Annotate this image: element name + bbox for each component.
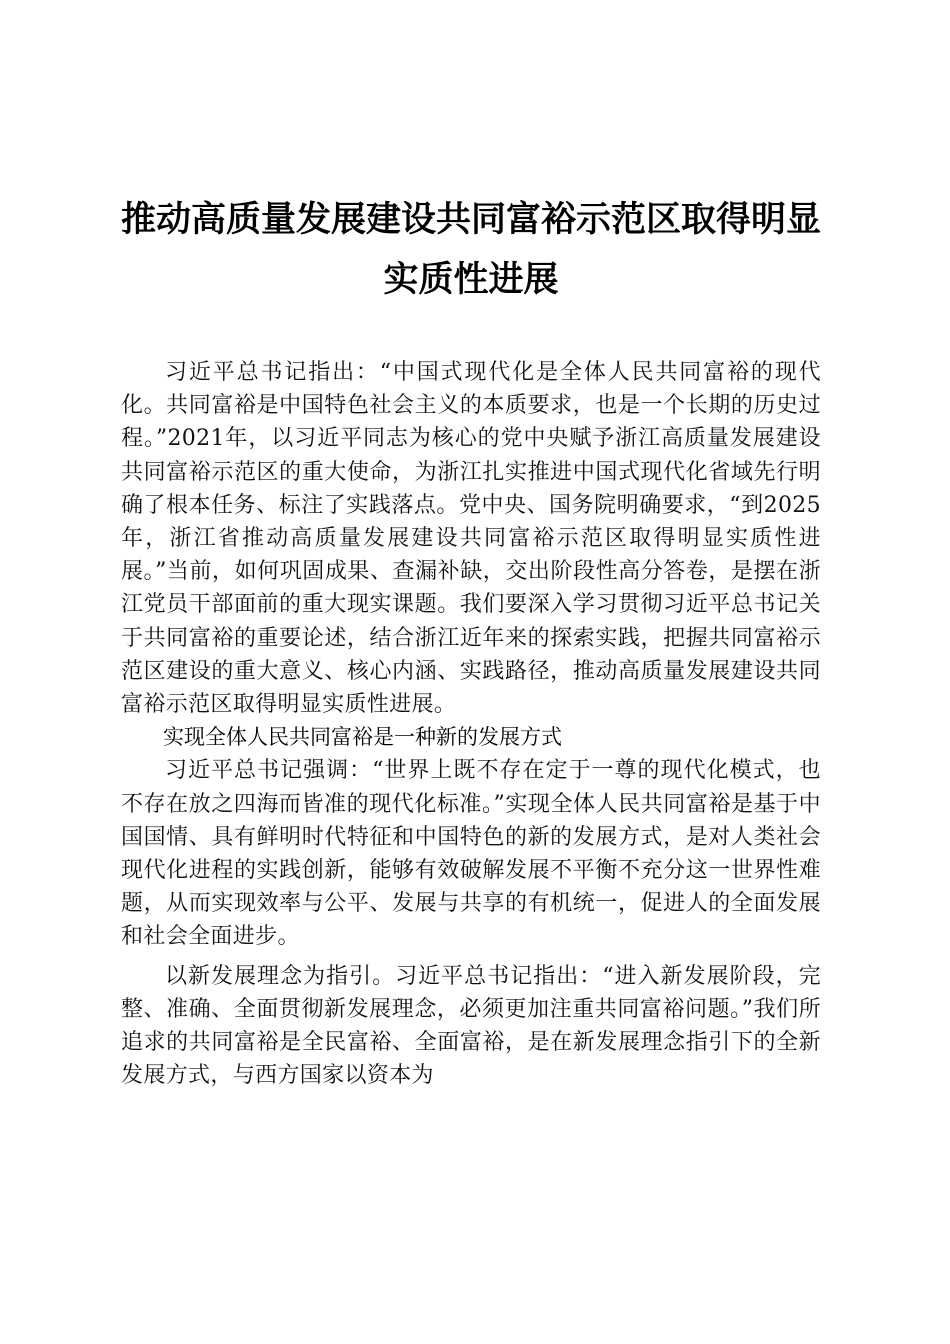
paragraph-intro: 习近平总书记指出：“中国式现代化是全体人民共同富裕的现代化。共同富裕是中国特色社会主义的本质要求，也是一个长期的历史过程。”2021年，以习近平同志为核心的党中央赋予浙江高质量发展建设共同富裕示范区的重大使命，为浙江扎实推进中国式现代化省域先行明确了根本任务、标注了实践落点。党中央、国务院明确要求，“到2025年，浙江省推动高质量发展建设共同富裕示范区取得明显实质性进展。”当前，如何巩固成果、查漏补缺，交出阶段性高分答卷，是摆在浙江党员干部面前的重大现实课题。我们要深入学习贯彻习近平总书记关于共同富裕的重要论述，结合浙江近年来的探索实践，把握共同富裕示范区建设的重大意义、核心内涵、实践路径，推动高质量发展建设共同富裕示范区取得明显实质性进展。: [121, 360, 821, 718]
document-body: [121, 356, 821, 1092]
document-title: [121, 190, 821, 310]
title-line-2: 实质性进展: [383, 260, 559, 300]
section-heading: 实现全体人民共同富裕是一种新的发展方式: [163, 725, 562, 750]
paragraph-section-2: 以新发展理念为指引。习近平总书记指出：“进入新发展阶段，完整、准确、全面贯彻新发展理念，必须更加注重共同富裕问题。”我们所追求的共同富裕是全民富裕、全面富裕，是在新发展理念指引下的全新发展方式，与西方国家以资本为: [121, 963, 821, 1089]
title-line-1: 推动高质量发展建设共同富裕示范区取得明显: [121, 200, 822, 240]
paragraph-section-1: 习近平总书记强调：“世界上既不存在定于一尊的现代化模式，也不存在放之四海而皆准的现代化标准。”实现全体人民共同富裕是基于中国国情、具有鲜明时代特征和中国特色的新的发展方式，是对人类社会现代化进程的实践创新，能够有效破解发展不平衡不充分这一世界性难题，从而实现效率与公平、发展与共享的有机统一，促进人的全面发展和社会全面进步。: [121, 758, 821, 950]
document-content: [121, 190, 821, 1092]
